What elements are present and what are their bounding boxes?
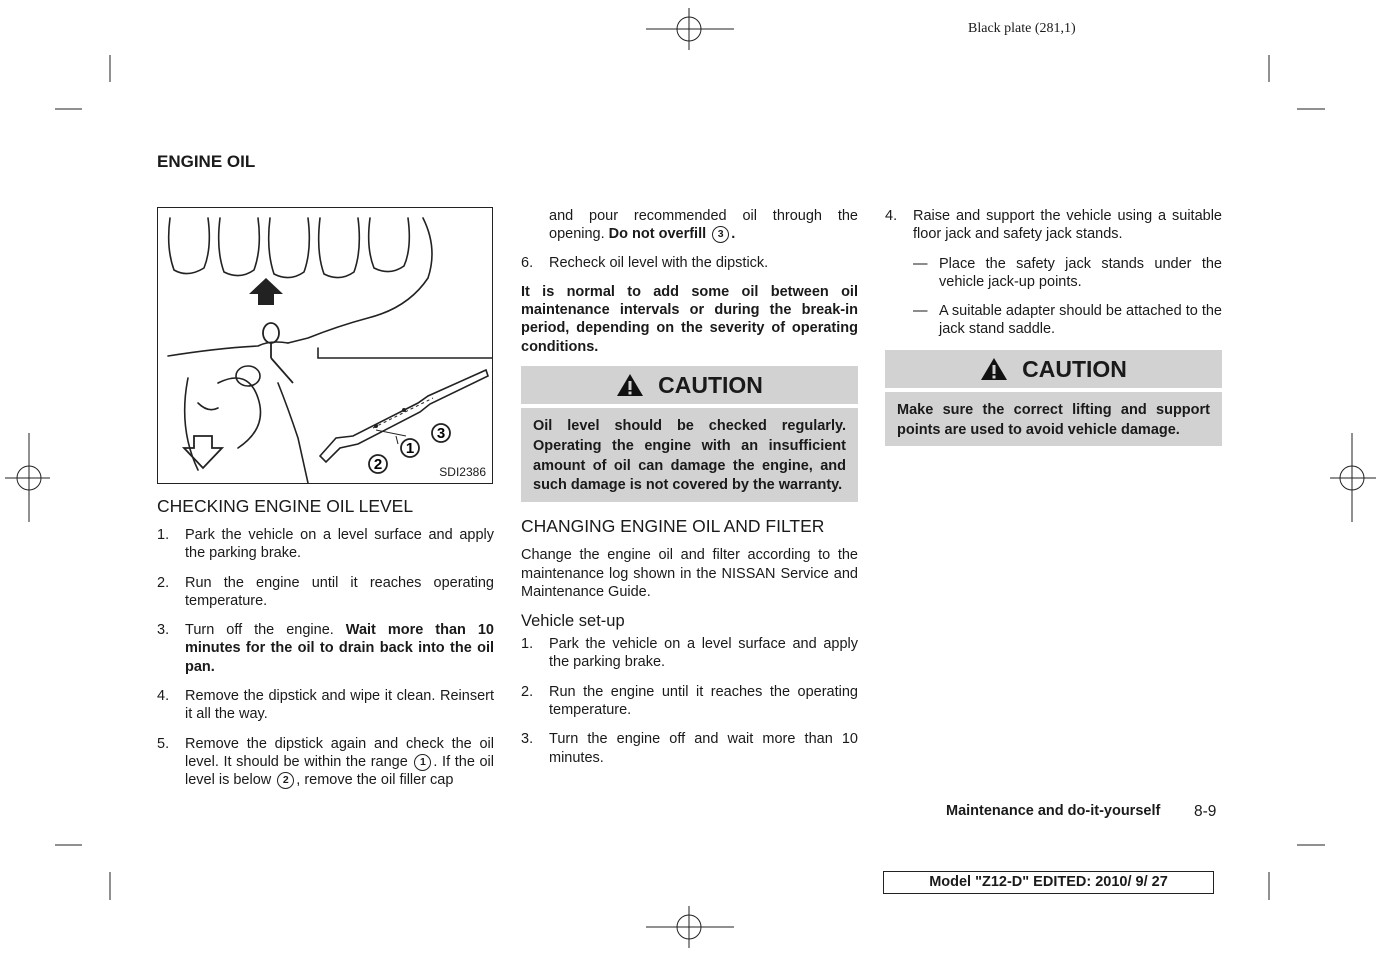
callout-2-ref: 2 — [277, 772, 294, 789]
list-item: 3. Turn off the engine. Wait more than 10 minutes for the oil to drain back into the oil pan. — [157, 622, 494, 675]
callout-1: 1 — [405, 440, 415, 457]
callout-1-ref: 1 — [414, 754, 431, 771]
caution-text: Make sure the correct lifting and support points are used to avoid vehicle damage. — [885, 392, 1222, 447]
warning-triangle-icon — [980, 357, 1008, 381]
dash-item: — Place the safety jack stands under the vehicle jack-up points. — [913, 255, 1222, 290]
subheading-checking-oil: CHECKING ENGINE OIL LEVEL — [157, 496, 414, 516]
plate-label: Black plate (281,1) — [968, 21, 1076, 36]
dash-item: — A suitable adapter should be attached to the jack stand saddle. — [913, 303, 1222, 338]
footer-section-name: Maintenance and do-it-yourself — [946, 803, 1161, 819]
warning-triangle-icon — [616, 373, 644, 397]
callout-3: 3 — [436, 425, 446, 442]
arrow-up-icon — [249, 278, 283, 305]
caution-heading: CAUTION — [885, 350, 1222, 388]
list-item: 2. Run the engine until it reaches operating temperature. — [157, 574, 494, 609]
intro-text: Change the engine oil and filter according to the maintenance log shown in the NISSAN Service and Maintenance Guide. — [521, 547, 858, 600]
subheading-vehicle-setup: Vehicle set-up — [521, 612, 625, 631]
column-1 — [157, 495, 494, 801]
engine-dipstick-drawing — [158, 208, 493, 484]
model-edited-box: Model "Z12-D" EDITED: 2010/ 9/ 27 — [883, 871, 1214, 894]
page-number: 8-9 — [1194, 803, 1217, 820]
list-item: 4. Raise and support the vehicle using a suitable floor jack and safety jack stands. — [885, 208, 1222, 243]
figure-id: SDI2386 — [439, 465, 486, 479]
list-item: 6. Recheck oil level with the dipstick. — [521, 254, 769, 271]
list-item: 1. Park the vehicle on a level surface and apply the parking brake. — [521, 636, 858, 671]
list-item: 4. Remove the dipstick and wipe it clean. Reinsert it all the way. — [157, 688, 494, 723]
list-item: 3. Turn the engine off and wait more than 10 minutes. — [521, 731, 858, 766]
subheading-changing-oil: CHANGING ENGINE OIL AND FILTER — [521, 516, 825, 537]
note-text: It is normal to add some oil between oil maintenance intervals or during the break-in period, depending on the severity of operating conditions. — [521, 283, 858, 355]
dipstick-illustration — [157, 207, 493, 484]
column-3 — [885, 207, 1222, 446]
continued-text: and pour recommended oil through the opening. Do not overfill 3 . — [549, 208, 858, 243]
caution-text: Oil level should be checked regularly. Operating the engine with an insufficient amount of oil can damage the engine, and such damage is not covered by the warranty. — [521, 408, 858, 502]
section-title: ENGINE OIL — [157, 152, 256, 171]
list-item: 5. Remove the dipstick again and check the oil level. It should be within the range 1 . If the oil level is below 2 , remove the oil filler cap — [157, 735, 495, 789]
column-2 — [521, 207, 858, 778]
list-item: 2. Run the engine until it reaches the operating temperature. — [521, 683, 858, 719]
list-item: 1. Park the vehicle on a level surface and apply the parking brake. — [157, 527, 494, 562]
callout-2: 2 — [373, 456, 383, 473]
caution-heading: CAUTION — [521, 366, 858, 404]
callout-3-ref: 3 — [712, 226, 729, 243]
arrow-down-icon — [184, 436, 222, 468]
